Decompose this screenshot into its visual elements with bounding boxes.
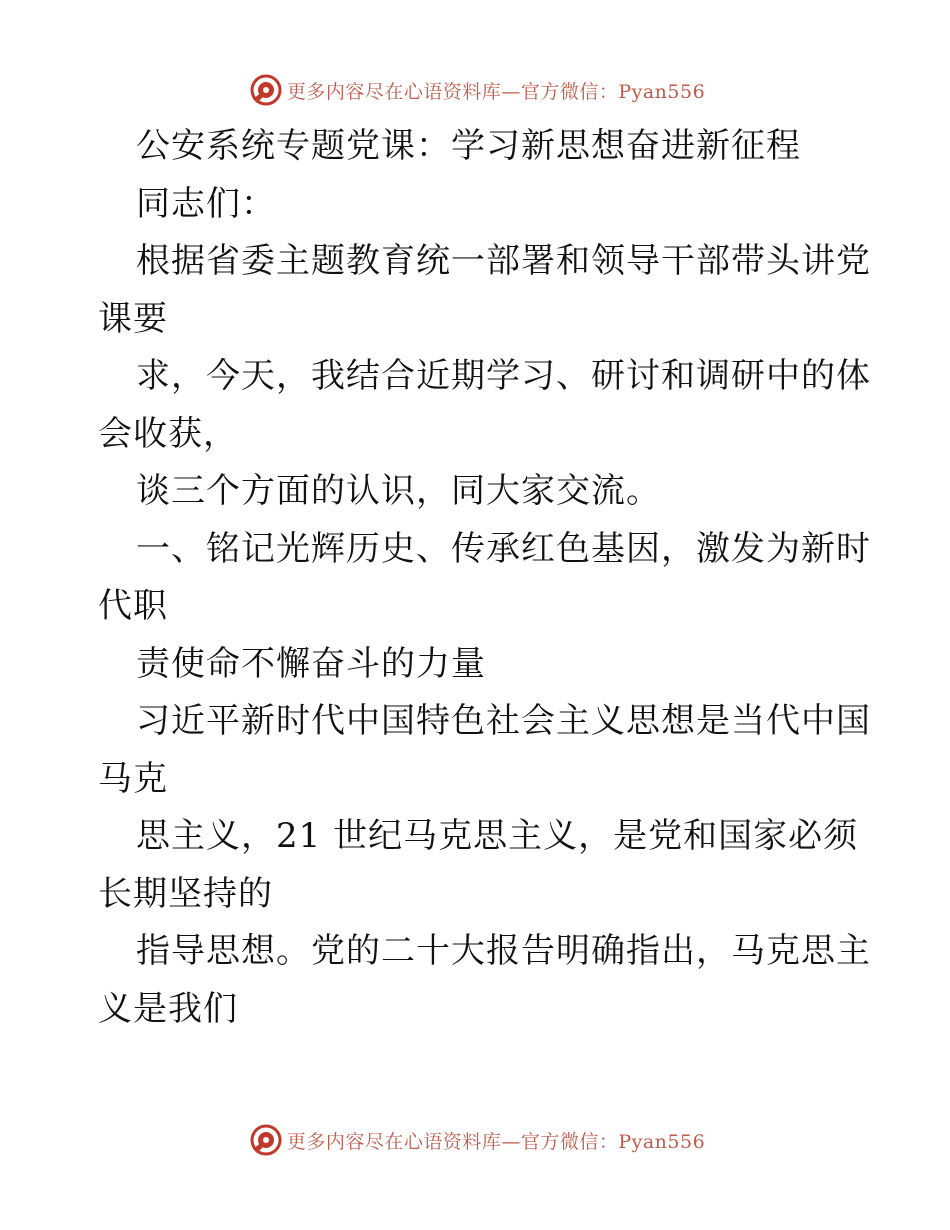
- document-line: 谈三个方面的认识，同大家交流。: [136, 471, 661, 511]
- document-line: 课要: [98, 298, 168, 339]
- heart-pen-logo-icon: [249, 73, 283, 107]
- header-banner-content: [249, 73, 705, 107]
- document-line: 思主义，21 世纪马克思主义，是党和国家必须: [136, 816, 859, 856]
- document-line: 公安系统专题党课：学习新思想奋进新征程: [136, 126, 801, 166]
- document-line: 求，今天，我结合近期学习、研讨和调研中的体: [136, 356, 871, 396]
- heart-pen-logo-icon: [249, 1123, 283, 1157]
- header-banner: [0, 70, 950, 110]
- document-body: [98, 118, 898, 1038]
- document-line: 会收获，: [98, 413, 238, 454]
- document-line: 指导思想。党的二十大报告明确指出，马克思主: [136, 931, 871, 971]
- footer-banner-content: [249, 1123, 705, 1157]
- document-line: 马克: [98, 758, 168, 799]
- document-line: 一、铭记光辉历史、传承红色基因，激发为新时: [136, 528, 871, 569]
- document-line: 根据省委主题教育统一部署和领导干部带头讲党: [136, 241, 871, 281]
- document-line: 责使命不懈奋斗的力量: [136, 643, 486, 684]
- document-line: 代职: [98, 586, 168, 626]
- footer-banner: [0, 1120, 950, 1160]
- header-banner-text: 更多内容尽在心语资料库—官方微信：Pyan556: [286, 80, 706, 103]
- document-line: 习近平新时代中国特色社会主义思想是当代中国: [136, 701, 871, 741]
- footer-banner-text: 更多内容尽在心语资料库—官方微信：Pyan556: [286, 1130, 706, 1153]
- document-line: 义是我们: [98, 988, 238, 1029]
- document-line: 长期坚持的: [98, 873, 273, 914]
- document-line: 同志们：: [136, 183, 276, 224]
